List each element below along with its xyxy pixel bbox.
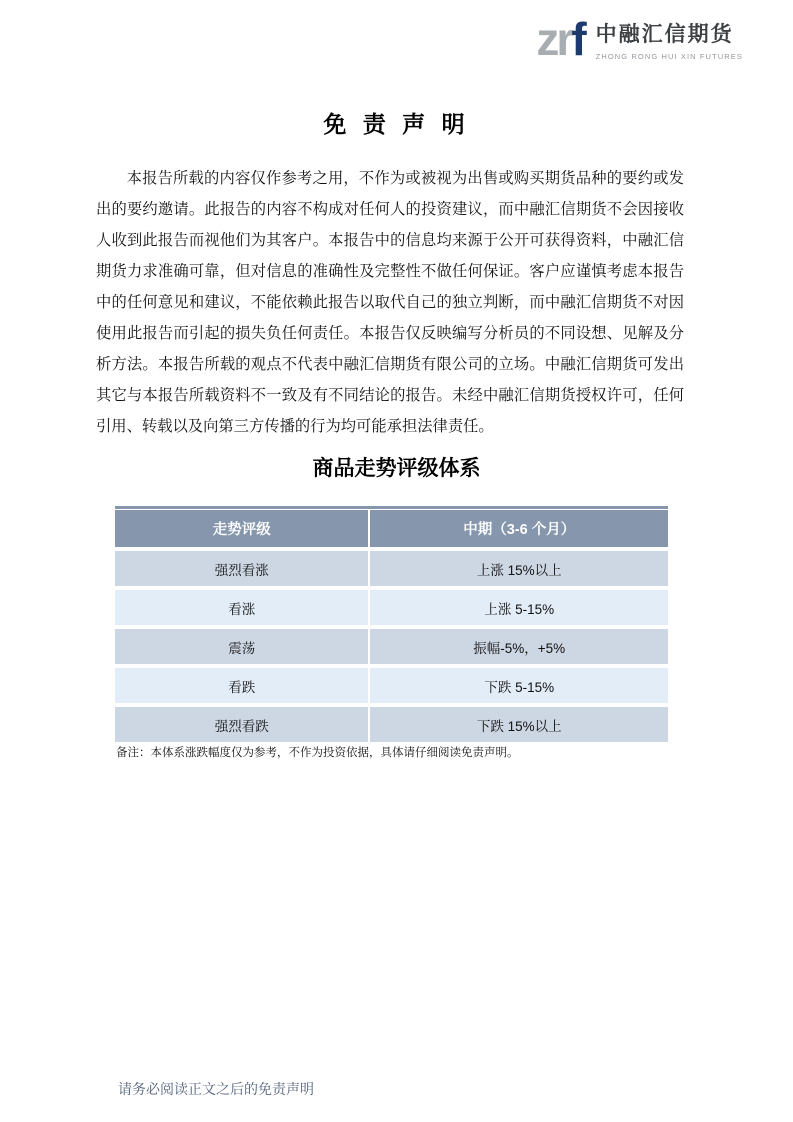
company-logo bbox=[536, 13, 743, 65]
header-cell-rating: 走势评级 bbox=[212, 521, 271, 538]
range-cell: 上涨 5-15% bbox=[368, 590, 668, 625]
rating-table-rows bbox=[115, 551, 668, 742]
range-cell: 上涨 15%以上 bbox=[368, 551, 668, 586]
rating-cell: 看涨 bbox=[228, 601, 256, 617]
range-cell: 下跌 15%以上 bbox=[368, 707, 668, 742]
table-row bbox=[115, 551, 668, 586]
table-row bbox=[115, 590, 668, 625]
table-row bbox=[115, 707, 668, 742]
range-cell: 振幅-5%，+5% bbox=[368, 629, 668, 664]
rating-table-header bbox=[115, 506, 668, 547]
logo-letter-f: f bbox=[571, 13, 584, 65]
rating-system-title: 商品走势评级体系 bbox=[312, 457, 481, 480]
table-row bbox=[115, 668, 668, 703]
footer-disclaimer-reminder: 请务必阅读正文之后的免责声明 bbox=[118, 1081, 314, 1097]
rating-table bbox=[115, 506, 668, 742]
rating-cell: 强烈看跌 bbox=[214, 718, 269, 734]
disclaimer-title: 免 责 声 明 bbox=[323, 111, 470, 137]
rating-cell: 震荡 bbox=[228, 640, 256, 656]
rating-cell: 强烈看涨 bbox=[214, 562, 269, 578]
rating-cell: 看跌 bbox=[228, 679, 256, 695]
table-row bbox=[115, 629, 668, 664]
logo-letters-zr: zr bbox=[536, 13, 572, 65]
zrf-logo-icon bbox=[536, 13, 584, 65]
company-name-en: ZHONG RONG HUI XIN FUTURES bbox=[595, 51, 743, 61]
header-cell-midterm: 中期（3-6 个月） bbox=[368, 509, 668, 547]
disclaimer-body: 本报告所载的内容仅作参考之用，不作为或被视为出售或购买期货品种的要约或发出的要约邀请。此报告的内容不构成对任何人的投资建议，而中融汇信期货不会因接收人收到此报告而视他们为其客户。本报告中的信息均来源于公开可获得资料，中融汇信期货力求准确可靠，但对信息的准确性及完整性不做任何保证。客户应谨慎考虑本报告中的任何意见和建议，不能依赖此报告以取代自己的独立判断，而中融汇信期货不对因使用此报告而引起的损失负任何责任。本报告仅反映编写分析员的不同设想、见解及分析方法。本报告所载的观点不代表中融汇信期货有限公司的立场。中融汇信期货可发出其它与本报告所载资料不一致及有不同结论的报告。未经中融汇信期货授权许可，任何引用、转载以及向第三方传播的行为均可能承担法律责任。 bbox=[96, 170, 684, 435]
range-cell: 下跌 5-15% bbox=[368, 668, 668, 703]
rating-note: 备注：本体系涨跌幅度仅为参考，不作为投资依据，具体请仔细阅读免责声明。 bbox=[116, 747, 519, 759]
company-name-cn: 中融汇信期货 bbox=[595, 22, 734, 46]
company-name-block bbox=[596, 18, 743, 61]
